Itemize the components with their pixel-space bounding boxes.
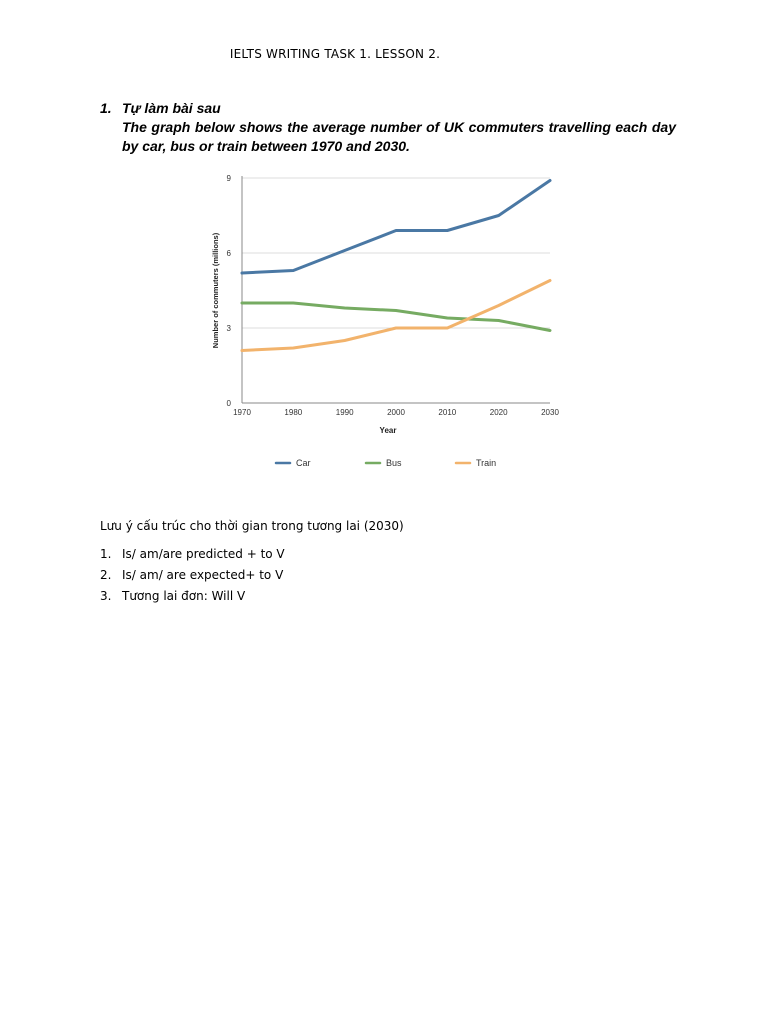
y-tick-label: 0: [226, 399, 231, 408]
x-tick-label: 2010: [438, 408, 457, 417]
y-tick-label: 6: [226, 249, 231, 258]
y-tick-label: 3: [226, 324, 231, 333]
x-tick-label: 1980: [284, 408, 303, 417]
structure-list: [100, 546, 285, 609]
x-tick-label: 1970: [233, 408, 251, 417]
x-axis-label: Year: [379, 426, 397, 435]
chart-svg: [194, 166, 572, 482]
list-item: 3. Tương lai đơn: Will V: [100, 589, 246, 603]
note-heading: Lưu ý cấu trúc cho thời gian trong tương lai (2030): [100, 519, 404, 533]
series-line-train: [242, 281, 550, 351]
series-line-car: [242, 181, 550, 274]
y-tick-label: 9: [226, 174, 231, 183]
legend-label-car: Car: [296, 458, 311, 468]
list-item: 1. Is/ am/are predicted + to V: [100, 547, 285, 561]
task-heading: Tự làm bài sau: [122, 100, 221, 116]
series-line-bus: [242, 303, 550, 331]
y-axis-label: Number of commuters (millions): [211, 232, 220, 349]
x-tick-label: 2000: [387, 408, 405, 417]
document-title: IELTS WRITING TASK 1. LESSON 2.: [229, 47, 441, 61]
legend-label-bus: Bus: [386, 458, 402, 468]
x-tick-label: 2030: [541, 408, 559, 417]
legend-label-train: Train: [476, 458, 497, 468]
task-number: 1.: [100, 100, 112, 116]
task-prompt: The graph below shows the average number of UK commuters travelling each day by car, bus or train between 1970 and 2030.: [122, 119, 676, 154]
task-block: [100, 99, 676, 156]
commuters-line-chart: [194, 166, 572, 482]
x-tick-label: 2020: [489, 408, 508, 417]
x-tick-label: 1990: [335, 408, 354, 417]
list-item: 2. Is/ am/ are expected+ to V: [100, 568, 284, 582]
